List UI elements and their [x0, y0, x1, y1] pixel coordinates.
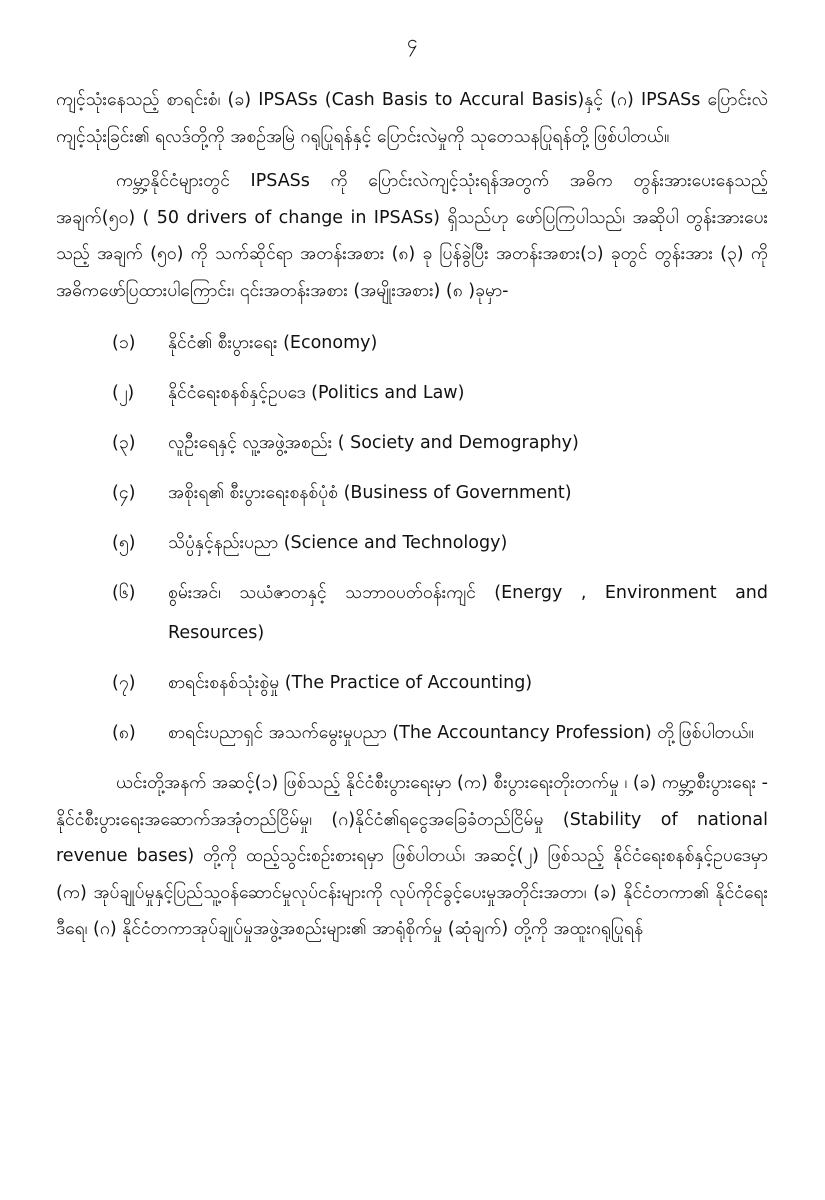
- list-item-number: (၇): [112, 673, 136, 693]
- list-item-text: စာရင်းပညာရှင် အသက်မွေးမှုပညာ (The Accountancy Profession) တို့ဖြစ်ပါတယ်။: [168, 723, 754, 743]
- list-item-number: (၆): [112, 583, 136, 603]
- document-body: [56, 82, 768, 948]
- list-item-text: သိပ္ပံနှင့်နည်းပညာ (Science and Technology): [168, 533, 508, 553]
- categories-list: [56, 323, 768, 753]
- list-item-number: (၁): [112, 333, 136, 353]
- list-item-text: အစိုးရ၏ စီးပွားရေးစနစ်ပုံစံ (Business of Government): [168, 483, 572, 503]
- list-item: [56, 323, 768, 363]
- closing-paragraph: ယင်းတို့အနက် အဆင့်(၁) ဖြစ်သည့် နိုင်ငံစီးပွားရေးမှာ (က) စီးပွားရေးတိုးတက်မှု ၊ (ခ) ကမ္ဘာ့စီးပွားရေး - နိုင်ငံစီးပွားရေးအဆောက်အအုံတည်ငြိမ်မှု၊ (ဂ)နိုင်ငံ၏ရငွေအခြေခံတည်ငြိမ်မှု (Stability of national revenue bases) တို့ကို ထည့်သွင်းစဉ်းစားရမှာ ဖြစ်ပါတယ်၊ အဆင့်(၂) ဖြစ်သည့် နိုင်ငံရေးစနစ်နှင့်ဥပဒေမှာ (က) အုပ်ချုပ်မှုနှင့်ပြည်သူ့ဝန်ဆောင်မှုလုပ်ငန်းများကို လုပ်ကိုင်ခွင့်ပေးမှုအတိုင်းအတာ၊ (ခ) နိုင်ငံတကာ၏ နိုင်ငံရေး ဒီရေ၊ (ဂ) နိုင်ငံတကာအုပ်ချုပ်မှုအဖွဲ့အစည်းများ၏ အာရုံစိုက်မှု (ဆုံချက်) တို့ကို အထူးဂရုပြုရန်: [56, 773, 768, 939]
- list-item-number: (၃): [112, 433, 136, 453]
- list-item: [56, 713, 768, 753]
- list-item: [56, 523, 768, 563]
- list-item-text: စာရင်းစနစ်သုံးစွဲမှု (The Practice of Accounting): [168, 673, 533, 693]
- list-item-number: (၈): [112, 723, 136, 743]
- list-item-text: လူဦးရေနှင့် လူ့အဖွဲ့အစည်း ( Society and Demography): [168, 433, 579, 453]
- intro-paragraph: ကျင့်သုံးနေသည့် စာရင်းစံ၊ (ခ) IPSASs (Cash Basis to Accural Basis)နှင့် (ဂ) IPSASs ပြောင်းလဲကျင့်သုံးခြင်း၏ ရလဒ်တို့ကို အစဉ်အမြဲ ဂရုပြုရန်နှင့် ပြောင်းလဲမှုကို သုတေသနပြုရန်တို့ ဖြစ်ပါတယ်။: [56, 90, 768, 147]
- list-item: [56, 573, 768, 653]
- page-number: ၄: [407, 31, 418, 53]
- list-item: [56, 423, 768, 463]
- list-item-number: (၅): [112, 533, 136, 553]
- list-item-text: နိုင်ငံရေးစနစ်နှင့်ဥပဒေ (Politics and Law): [168, 383, 465, 403]
- list-item: [56, 473, 768, 513]
- list-item-number: (၂): [112, 383, 135, 403]
- list-item-text: နိုင်ငံ၏ စီးပွားရေး (Economy): [168, 333, 378, 353]
- list-item: [56, 373, 768, 413]
- list-item-number: (၄): [112, 483, 136, 503]
- list-item-text: စွမ်းအင်၊ သယံဇာတနှင့် သဘာဝပတ်ဝန်းကျင် (Energy , Environment and Resources): [168, 583, 768, 643]
- drivers-paragraph: ကမ္ဘာ့နိုင်ငံများတွင် IPSASs ကို ပြောင်းလဲကျင့်သုံးရန်အတွက် အဓိက တွန်းအားပေးနေသည့် အချက်(၅၀) ( 50 drivers of change in IPSASs) ရှိသည်ဟု ဖော်ပြကြပါသည်၊ အဆိုပါ တွန်းအားပေးသည့် အချက် (၅၀) ကို သက်ဆိုင်ရာ အတန်းအစား (၈) ခု ပြန်ခွဲပြီး အတန်းအစား(၁) ခုတွင် တွန်းအား (၃) ကို အဓိကဖော်ပြထားပါကြောင်း၊ ၎င်းအတန်းအစား (အမျိုးအစား) (၈ )ခုမှာ-: [56, 171, 768, 301]
- list-item: [56, 663, 768, 703]
